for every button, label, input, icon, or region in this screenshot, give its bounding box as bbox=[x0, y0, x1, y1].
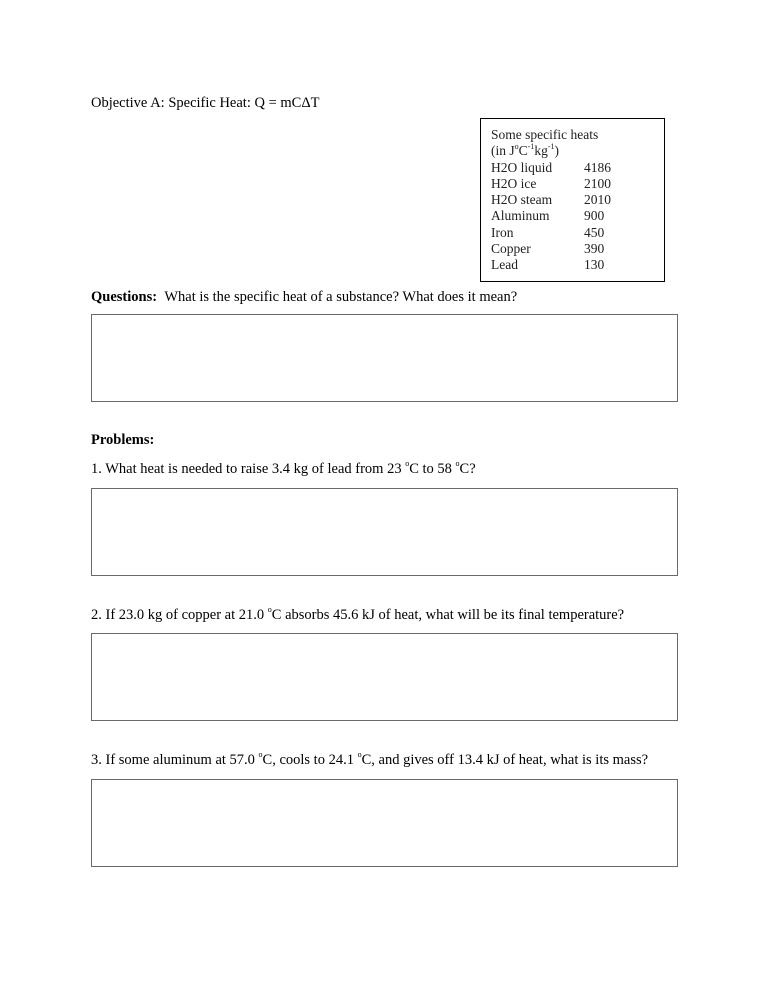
specific-heats-units: (in $J^oC^{-1}kg^{-1}$) bbox=[491, 141, 559, 159]
heat-row: Iron 450 bbox=[491, 224, 605, 240]
heat-row: Aluminum 900 bbox=[491, 208, 605, 224]
problem-3-answer-box[interactable] bbox=[91, 779, 678, 867]
problem-2-answer-box[interactable] bbox=[91, 633, 678, 721]
heat-row: H2O steam 2010 bbox=[491, 192, 611, 208]
heat-row: Copper 390 bbox=[491, 241, 605, 257]
questions-label: Questions: bbox=[91, 289, 158, 305]
heat-row: Lead 130 bbox=[491, 257, 605, 273]
objective-heading: Objective A: Specific Heat: Q = mCΔT bbox=[91, 95, 320, 111]
heat-row: H2O liquid 4186 bbox=[491, 159, 611, 175]
specific-heats-table bbox=[480, 118, 665, 282]
problem-1-answer-box[interactable] bbox=[91, 488, 678, 576]
specific-heats-title: Some specific heats bbox=[491, 127, 599, 142]
problem-3-text: 3. If some aluminum at 57.0 $^o$C, cools to 24.1 $^o$C, and gives off 13.4 kJ of heat, what is its mass? bbox=[91, 750, 649, 768]
question-answer-box[interactable] bbox=[91, 314, 678, 402]
questions-prompt bbox=[91, 289, 517, 306]
heat-row: H2O ice 2100 bbox=[491, 175, 611, 191]
questions-text: What is the specific heat of a substance? What does it mean? bbox=[164, 289, 518, 305]
problems-heading: Problems: bbox=[91, 432, 155, 448]
problem-1-text: 1. What heat is needed to raise 3.4 kg of lead from 23 $^o$C to 58 $^o$C? bbox=[91, 459, 476, 477]
problem-2-text: 2. If 23.0 kg of copper at 21.0 $^o$C absorbs 45.6 kJ of heat, what will be its final temperature? bbox=[91, 605, 625, 623]
